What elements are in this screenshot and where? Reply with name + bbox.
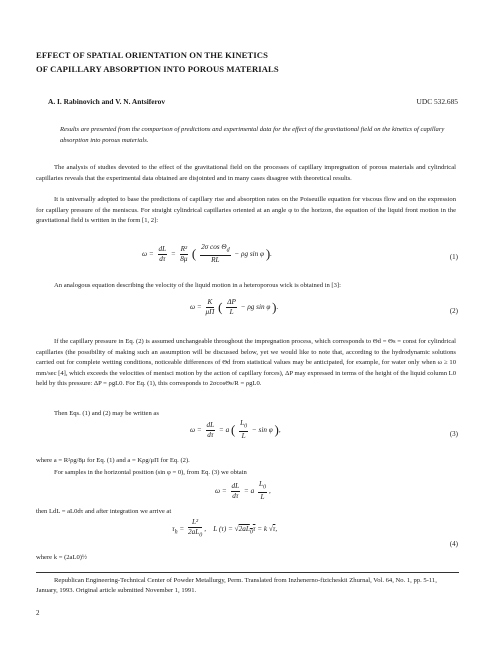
title-line-1: EFFECT OF SPATIAL ORIENTATION ON THE KINETICS <box>36 50 268 60</box>
equation-4-number: (4) <box>449 540 458 548</box>
paragraph-integration: then LdL = aL0dτ and after integration we arrive at <box>36 508 172 515</box>
equation-2-number: (2) <box>449 307 458 315</box>
paragraph-capillary-pressure: If the capillary pressure in Eq. (2) is assumed unchangeable throughout the impregnation process, which corresponds to Θd = Θs = const for cylindrical capillaries (the possibility of making such an assumption will be discussed below, yet we would like to note that, according to the hydrodynamic solutions carried out for complete wetting conditions, noticeable differences of Θd from statistical values may be anticipated, for example, for water only when ω ≥ 10 mm/sec [4], which exceeds the velocities of menisci motion by the action of capillary forces), ΔP may expressed in terms of the height of the liquid column L0 held by this pressure: ΔP = ρgL0. For Eq. (1), this corresponds to 2σcosΘs/R = ρgL0. <box>36 338 456 388</box>
udc-code: UDC 532.685 <box>416 97 458 106</box>
footnote: Republican Engineering-Technical Center of Powder Metallurgy, Perm. Translated from Inzhenerno-fizicheskii Zhurnal, Vol. 64, No. 1, pp. 5-11, January, 1993. Original article submitted November 1, 1991. <box>36 577 437 594</box>
equation-2: ω = $\frac{K}{\mu\Pi}$ ( $\frac{\Delta P}{L}$ − ρg sin φ ). <box>190 298 279 316</box>
paragraph-then-eqs: Then Eqs. (1) and (2) may be written as <box>54 410 159 417</box>
authors: A. I. Rabinovich and V. N. Antsiferov <box>48 97 166 106</box>
paragraph-poiseuille: It is universally adopted to base the predictions of capillary rise and absorption rates on the Poiseuille equation for viscous flow and on the expression for capillary pressure of the meniscus. For straight cylindrical capillaries oriented at an angle φ to the horizon, the equation of the liquid front motion in the gravitational field is written in the form [1, 2]: <box>36 196 456 225</box>
paragraph-where-a: where a = R²ρg/8μ for Eq. (1) and a = Kρg/μΠ for Eq. (2). <box>36 457 190 464</box>
equation-3: ω = $\frac{dL}{d\tau}$ = a ( $\frac{L_0}{L}$ − sin φ ), <box>190 419 281 441</box>
equation-1-number: (1) <box>449 253 458 261</box>
abstract: Results are presented from the comparison of predictions and experimental data for the effect of the gravitational field on the kinetics of capillary absorption into porous materials. <box>60 126 445 144</box>
paragraph-heteroporous: An analogous equation describing the velocity of the liquid motion in a heteroporous wick is obtained in [3]: <box>54 282 341 289</box>
page-number: 2 <box>36 609 40 617</box>
equation-1: ω = $\frac{dL}{d\tau}$ = $\frac{\text{R²}}{8\mu}$ ( $\frac{2\sigma \cos \Theta_d}{RL}$ − ρg sin φ ). <box>142 243 272 265</box>
paragraph-where-k: where k = (2aL0)½ <box>36 554 87 561</box>
equation-3-number: (3) <box>449 430 458 438</box>
title-line-2: OF CAPILLARY ABSORPTION INTO POROUS MATERIALS <box>36 64 279 74</box>
footnote-divider <box>36 572 459 573</box>
paragraph-intro: The analysis of studies devoted to the effect of the gravitational field on the processes of capillary impregnation of porous materials and cylindrical capillaries reveals that the experimental data obtained are disjointed and in many cases disagree with theoretical results. <box>36 164 456 182</box>
equation-4: $\tau_h$ = $\frac{\text{L²}}{2aL_0}$ , L $(\tau) = √2aL_0\tau = k$ √τ, <box>172 518 278 539</box>
paragraph-horizontal: For samples in the horizontal position (sin φ = 0), from Eq. (3) we obtain <box>54 469 247 476</box>
equation-horizontal: ω = $\frac{dL}{d\tau}$ = a $\frac{L_0}{L}$ , <box>215 480 271 502</box>
